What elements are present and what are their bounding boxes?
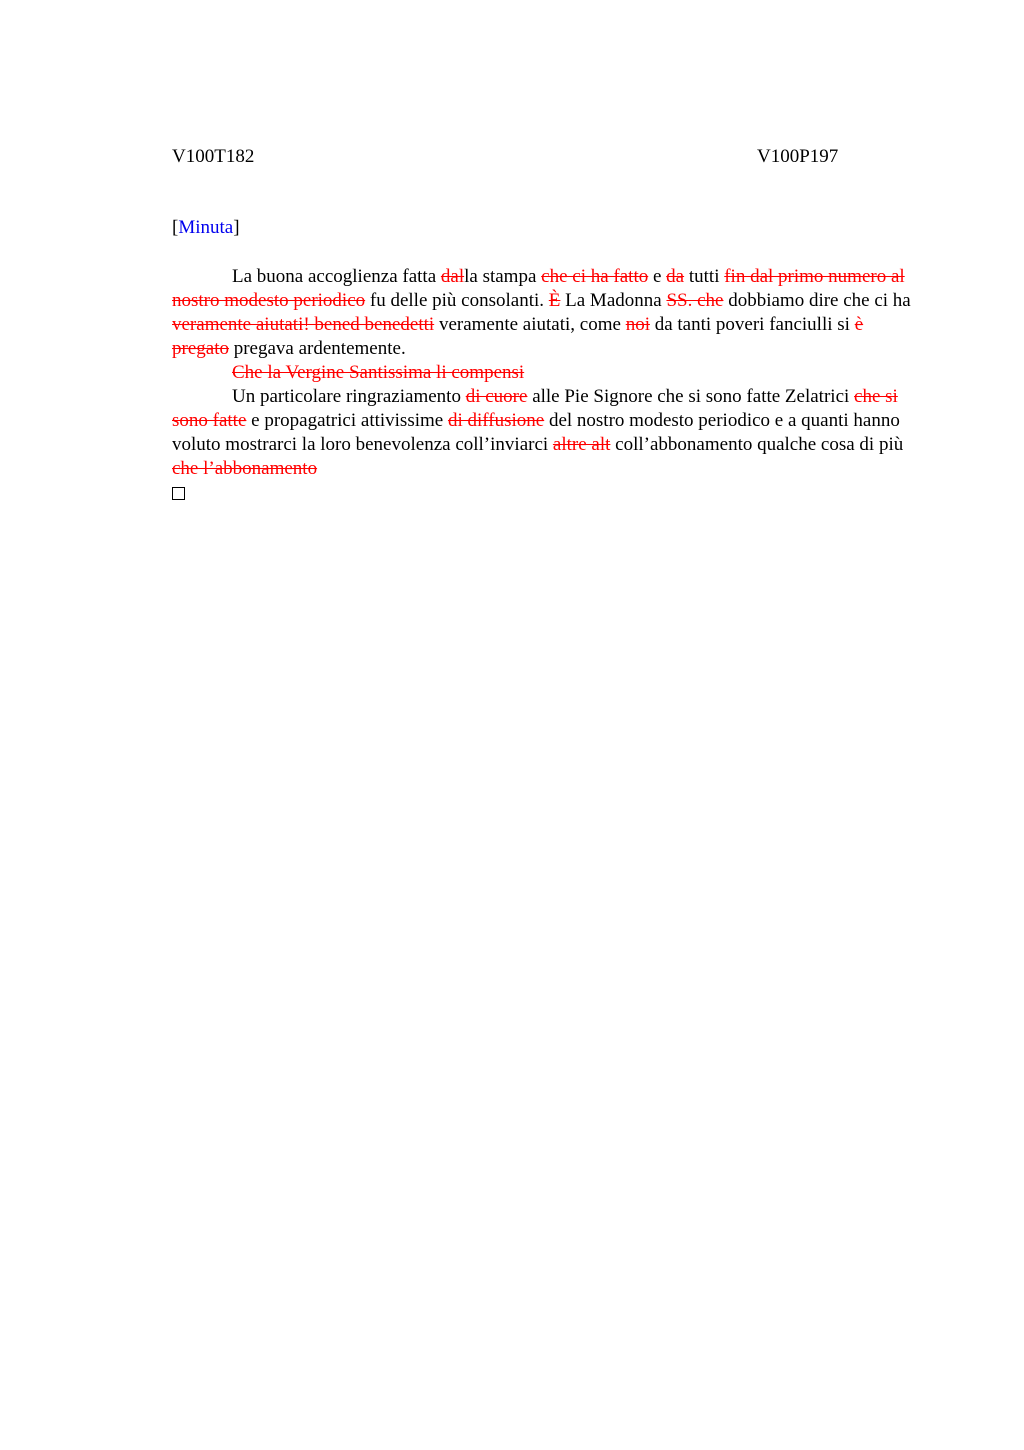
text-run: La buona accoglienza fatta xyxy=(232,266,441,287)
deleted-text: noi xyxy=(625,314,650,335)
paragraph-3 xyxy=(172,385,917,481)
text-run: e propagatrici attivissime xyxy=(246,410,448,431)
deleted-text: è pregato xyxy=(172,314,864,359)
deleted-text: che l’abbonamento xyxy=(172,458,318,479)
paragraph-1 xyxy=(172,265,917,361)
deleted-text: che si sono fatte xyxy=(172,386,898,431)
end-marker xyxy=(172,481,917,507)
document-code-left: V100T182 xyxy=(172,146,255,167)
text-run: La Madonna xyxy=(560,290,667,311)
document-code-right: V100P197 xyxy=(757,146,839,167)
deleted-text: di diffusione xyxy=(447,410,545,431)
text-run: pregava ardentemente. xyxy=(228,338,406,359)
text-run: Un particolare ringraziamento xyxy=(232,386,466,407)
text-run: dobbiamo dire che ci ha xyxy=(723,290,911,311)
text-run: da tanti poveri fanciulli si xyxy=(649,314,855,335)
text-run: coll’abbonamento qualche cosa di più xyxy=(610,434,904,455)
deleted-text: veramente aiutati! bened benedetti xyxy=(172,314,435,335)
text-run: la stampa xyxy=(464,266,542,287)
deleted-text: Che la Vergine Santissima li compensi xyxy=(232,362,525,383)
deleted-text: fin dal primo numero al nostro modesto periodico xyxy=(172,266,905,311)
paragraph-2 xyxy=(172,361,917,385)
text-run: alle Pie Signore che si sono fatte Zelatrici xyxy=(527,386,855,407)
white-square-icon xyxy=(172,487,185,500)
deleted-text: di cuore xyxy=(465,386,528,407)
label-open-bracket: [ xyxy=(172,217,179,238)
label-text: Minuta xyxy=(178,217,234,238)
text-run: veramente aiutati, come xyxy=(434,314,626,335)
document-label xyxy=(172,217,240,239)
document-body xyxy=(172,265,917,507)
deleted-text: altre alt xyxy=(552,434,611,455)
text-run: del nostro modesto periodico e a quanti hanno voluto mostrarci la loro benevolenza coll’inviarci xyxy=(172,410,900,455)
deleted-text: SS. che xyxy=(666,290,724,311)
label-close-bracket: ] xyxy=(233,217,240,238)
text-run: fu delle più consolanti. xyxy=(365,290,549,311)
text-run: e xyxy=(648,266,667,287)
deleted-text: da xyxy=(666,266,685,287)
deleted-text: dal xyxy=(440,266,465,287)
deleted-text: che ci ha fatto xyxy=(541,266,649,287)
text-run: tutti xyxy=(684,266,725,287)
deleted-text: È xyxy=(548,290,561,311)
